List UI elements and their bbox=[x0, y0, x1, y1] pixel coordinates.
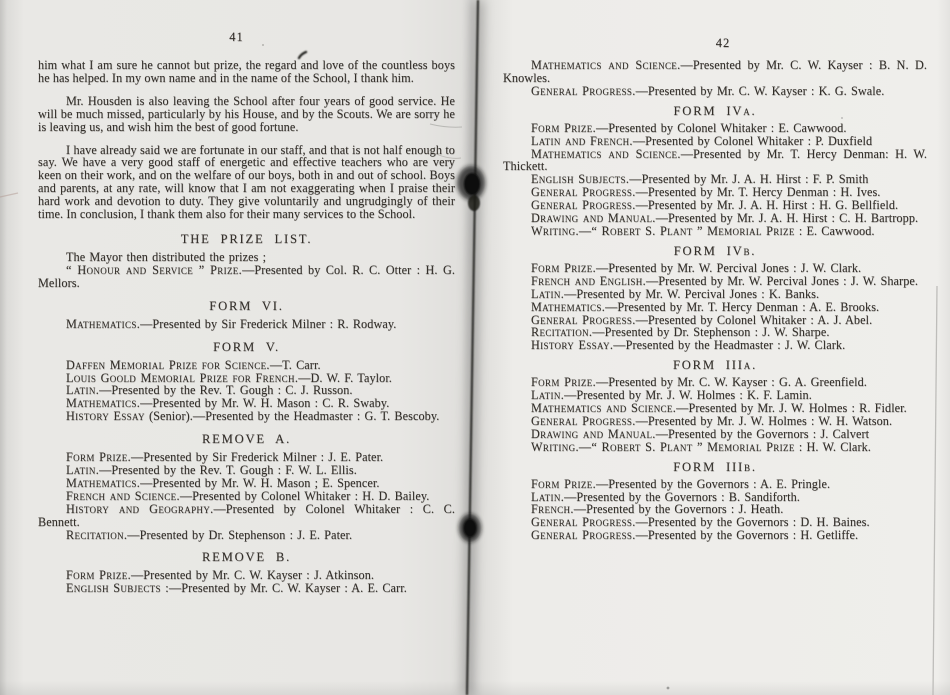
intro-line: The Mayor then distributed the prizes ; bbox=[66, 249, 267, 264]
prize-subject: Louis Goold Memorial Prize for French. bbox=[66, 370, 299, 385]
prize-subject: Latin and French. bbox=[531, 133, 633, 148]
prize-subject: General Progress. bbox=[531, 185, 636, 200]
prize-subject: Mathematics. bbox=[66, 475, 141, 490]
prize-subject: French and Science. bbox=[66, 488, 180, 503]
prize-detail: —Presented by Mr. W. H. Mason : C. R. Swaby. bbox=[140, 396, 390, 411]
prize-detail: —Presented by Mr. C. W. Kayser : B. N. D. Knowles. bbox=[503, 58, 927, 85]
prize-subject: Recitation. bbox=[531, 325, 593, 340]
prize-detail: : E. Cawwood. bbox=[794, 223, 875, 238]
prize-subject: Mathematics and Science. bbox=[531, 58, 681, 72]
prize-subject: General Progress. bbox=[531, 515, 636, 530]
section-heading: FORM V. bbox=[213, 339, 280, 354]
page-41 bbox=[38, 30, 455, 595]
prize-detail: —Presented by Mr. W. Percival Jones : K. Banks. bbox=[564, 286, 820, 301]
prize-detail: —Presented by Mr. C. W. Kayser : G. A. Greenfield. bbox=[596, 375, 867, 390]
prize-subject: “ Honour and Service ” Prize. bbox=[66, 262, 243, 277]
prize-subject: French. bbox=[531, 502, 574, 517]
prize-subject: History Essay. bbox=[531, 338, 614, 353]
prize-detail: —Presented by the Governors : A. E. Pringle. bbox=[596, 476, 831, 491]
prize-subject: Form Prize. bbox=[66, 568, 131, 583]
prize-detail: —Presented by Mr. W. H. Mason ; E. Spencer. bbox=[140, 475, 380, 490]
prize-entry bbox=[503, 441, 927, 454]
prize-detail: —Presented by Mr. T. Hercy Denman: H. W. Thickett. bbox=[503, 146, 928, 174]
prize-subject: Form Prize. bbox=[531, 260, 596, 275]
prize-detail: —Presented by Mr. J. W. Holmes : W. H. Watson. bbox=[635, 413, 893, 428]
section-heading: THE PRIZE LIST. bbox=[180, 231, 313, 246]
prize-detail: —Presented by Mr. W. Percival Jones : J. W. Sharpe. bbox=[646, 273, 919, 288]
prize-subject: Mathematics and Science. bbox=[531, 146, 681, 161]
prize-entry bbox=[503, 339, 927, 352]
section-heading: FORM IVb. bbox=[673, 243, 757, 258]
prize-entry bbox=[38, 318, 455, 331]
prize-subject: Writing.—“ Robert S. Plant ” Memorial Prize bbox=[531, 223, 795, 238]
prize-detail: —Presented by Mr. T. Hercy Denman : H. Ives. bbox=[635, 185, 881, 200]
prize-subject: Mathematics. bbox=[531, 299, 606, 314]
section-heading: FORM IIIa. bbox=[672, 358, 758, 373]
prize-subject: General Progress. bbox=[531, 312, 636, 327]
prize-detail: —T. Carr. bbox=[269, 357, 321, 372]
prize-detail: —Presented by Sir Frederick Milner : R. Rodway. bbox=[140, 316, 397, 331]
prize-subject: Latin. bbox=[531, 286, 565, 301]
prize-detail: —Presented by Mr. T. Hercy Denman : A. E. Brooks. bbox=[605, 299, 880, 314]
body-paragraph: him what I am sure he cannot but prize, the regard and love of the countless boys he has helped. In my own name and in the name of the School, I thank him. bbox=[38, 58, 455, 85]
prize-detail: —Presented by the Rev. T. Gough : C. J. Russon. bbox=[99, 383, 353, 398]
prize-detail: —Presented by the Governors : J. Calvert bbox=[655, 426, 870, 441]
section-heading: REMOVE B. bbox=[201, 550, 292, 565]
prize-subject: Latin. bbox=[66, 463, 100, 478]
prize-subject: Form Prize. bbox=[531, 476, 596, 491]
body-paragraph: Mr. Housden is also leaving the School after four years of good service. He will be much missed, particularly by his House, and by the Scouts. We are sorry he is leaving us, and wish him the best of good fortune. bbox=[38, 93, 455, 134]
prize-entry bbox=[503, 59, 927, 85]
prize-subject: General Progress. bbox=[531, 83, 636, 98]
prize-detail: —Presented by Mr. J. A. H. Hirst : H. G. Bellfield. bbox=[635, 198, 899, 213]
prize-detail: —Presented by Mr. J. W. Holmes : R. Fidler. bbox=[676, 401, 907, 416]
prize-detail: —Presented by the Governors : D. H. Baines. bbox=[635, 515, 870, 530]
prize-detail: —Presented by the Headmaster : J. W. Clark. bbox=[613, 338, 846, 353]
gutter-crease-line bbox=[467, 0, 478, 695]
ink-blot-bottom bbox=[459, 514, 481, 542]
prize-subject: General Progress. bbox=[531, 528, 636, 543]
prize-detail: —Presented by Col. R. C. Otter : H. G. Mellors. bbox=[38, 262, 455, 290]
prize-detail: —Presented by Colonel Whitaker : H. D. Bailey. bbox=[179, 488, 430, 503]
prize-detail: —Presented by Mr. C. W. Kayser : J. Atkinson. bbox=[131, 568, 375, 583]
prize-subject: Latin. bbox=[531, 489, 565, 504]
prize-detail: —Presented by the Governors : B. Sandiforth. bbox=[564, 489, 800, 504]
page-41-content bbox=[38, 59, 455, 595]
prize-entry bbox=[503, 85, 927, 98]
prize-entry bbox=[38, 264, 455, 290]
prize-subject: Latin. bbox=[531, 388, 565, 403]
prize-detail: (Senior).—Presented by the Headmaster : G. T. Bescoby. bbox=[144, 409, 440, 424]
prize-subject: General Progress. bbox=[531, 198, 636, 213]
ink-blot-top bbox=[457, 166, 485, 211]
page-number-left: 41 bbox=[229, 30, 244, 44]
prize-entry bbox=[503, 529, 927, 542]
prize-detail: —Presented by Colonel Whitaker : E. Cawwood. bbox=[596, 120, 847, 135]
prize-detail: —Presented by Colonel Whitaker : C. C. Bennett. bbox=[38, 501, 455, 529]
prize-detail: —Presented by Mr. W. Percival Jones : J. W. Clark. bbox=[596, 260, 862, 275]
prize-detail: —Presented by the Rev. T. Gough : F. W. L. Ellis. bbox=[99, 463, 357, 478]
prize-subject: Form Prize. bbox=[531, 120, 596, 135]
page-42-content bbox=[503, 59, 927, 542]
prize-detail: —Presented by Dr. Stephenson : J. E. Pater. bbox=[127, 527, 353, 542]
prize-subject: Mathematics and Science. bbox=[531, 401, 677, 416]
prize-subject: Mathematics. bbox=[66, 316, 141, 331]
prize-detail: —Presented by Mr. J. W. Holmes : K. F. Lamin. bbox=[564, 388, 812, 403]
section-heading: FORM VI. bbox=[209, 298, 284, 313]
prize-detail: —Presented by Mr. J. A. H. Hirst : F. P. Smith bbox=[629, 172, 869, 187]
prize-subject: Form Prize. bbox=[66, 450, 131, 465]
section-heading: FORM IIIb. bbox=[673, 459, 757, 474]
prize-subject: Recitation. bbox=[66, 527, 128, 542]
prize-entry bbox=[503, 225, 927, 238]
prize-detail: —D. W. F. Taylor. bbox=[298, 370, 392, 385]
prize-subject: History Essay bbox=[66, 409, 145, 424]
section-heading: REMOVE A. bbox=[201, 432, 292, 447]
page-42 bbox=[503, 36, 927, 542]
prize-subject: Latin. bbox=[66, 383, 100, 398]
prize-entry bbox=[38, 503, 455, 529]
prize-subject: Form Prize. bbox=[531, 375, 596, 390]
prize-subject: General Progress. bbox=[531, 413, 636, 428]
prize-subject: Mathematics. bbox=[66, 396, 141, 411]
prize-subject: Drawing and Manual. bbox=[531, 211, 656, 226]
prize-entry bbox=[38, 410, 455, 423]
prize-detail: —Presented by Colonel Whitaker : A. J. Abel. bbox=[635, 312, 873, 327]
prize-subject: Daffen Memorial Prize for Science. bbox=[66, 357, 270, 372]
prize-detail: —Presented by the Governors : J. Heath. bbox=[573, 502, 784, 517]
prize-detail: —Presented by Mr. C. W. Kayser : K. G. Swale. bbox=[635, 83, 885, 98]
prize-subject: English Subjects. bbox=[531, 172, 630, 187]
prize-detail: —Presented by Mr. J. A. H. Hirst : C. H. Bartropp. bbox=[655, 211, 919, 226]
prize-subject: Writing.—“ Robert S. Plant ” Memorial Prize bbox=[531, 439, 795, 454]
page-edge-line bbox=[933, 286, 937, 695]
prize-entry bbox=[38, 582, 455, 595]
prize-detail: —Presented by Colonel Whitaker : P. Duxfield bbox=[632, 133, 873, 148]
section-heading: FORM IVa. bbox=[673, 103, 757, 118]
prize-subject: French and English. bbox=[531, 273, 647, 288]
prize-subject: English Subjects : bbox=[66, 581, 170, 596]
gutter-shadow bbox=[467, 0, 478, 695]
prize-subject: History and Geography. bbox=[66, 501, 214, 516]
page-number-right: 42 bbox=[715, 36, 731, 50]
prize-detail: : H. W. Clark. bbox=[794, 439, 871, 454]
prize-entry bbox=[38, 529, 455, 542]
body-paragraph: I have already said we are fortunate in our staff, and that is not half enough to say. We have a very good staff of energetic and effective teachers who are very keen on their work, and on the welfare of our boys, both in and out of school. Boys and parents, at any rate, will know that I am not exaggerating when I praise their hard work and devotion to duty. They give voluntarily and ungrudgingly of their time. In conclusion, I thank them also for their many services to the School. bbox=[38, 142, 455, 222]
prize-detail: —Presented by the Governors : H. Getliffe. bbox=[635, 528, 859, 543]
prize-detail: —Presented by Sir Frederick Milner : J. E. Pater. bbox=[131, 450, 384, 465]
prize-detail: —Presented by Dr. Stephenson : J. W. Sharpe. bbox=[592, 325, 830, 340]
prize-detail: —Presented by Mr. C. W. Kayser : A. E. Carr. bbox=[169, 581, 407, 596]
prize-subject: Drawing and Manual. bbox=[531, 426, 656, 441]
prize-entry bbox=[503, 148, 927, 174]
